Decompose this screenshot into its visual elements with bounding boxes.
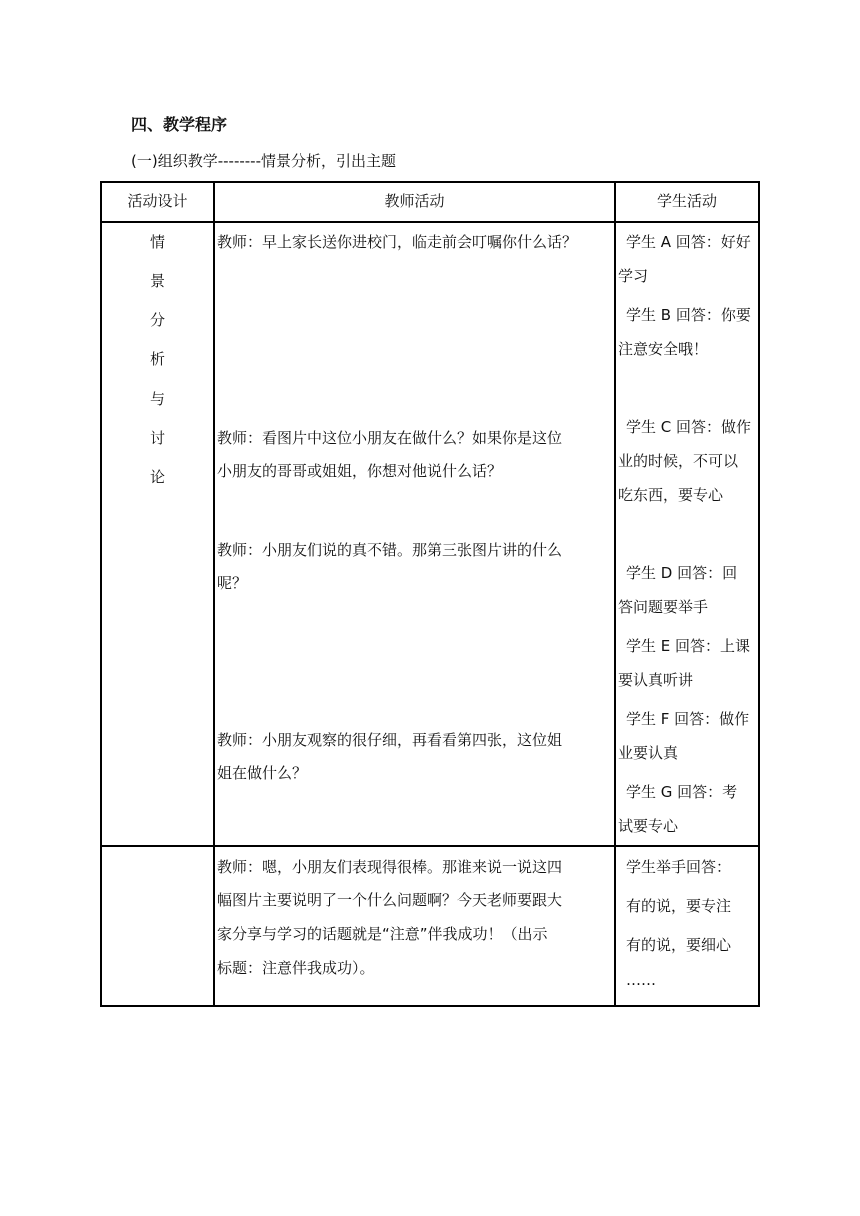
teacher-line: 教师：小朋友观察的很仔细，再看看第四张，这位姐: [217, 731, 563, 749]
teacher-line: 教师：看图片中这位小朋友在做什么？如果你是这位: [217, 429, 563, 447]
table-column-divider-2: [614, 181, 616, 1007]
student-line: 学生举手回答：: [626, 858, 732, 876]
header-student-activity: 学生活动: [656, 192, 717, 210]
table-border-bottom: [100, 1005, 760, 1007]
student-line: 有的说，要专注: [626, 897, 732, 915]
header-teacher-activity: 教师活动: [384, 192, 445, 210]
activity-char: 论: [150, 468, 166, 486]
teacher-line: 教师：嗯，小朋友们表现得很棒。那谁来说一说这四: [217, 858, 563, 876]
teacher-line: 幅图片主要说明了一个什么问题啊？今天老师要跟大: [217, 891, 563, 909]
student-line: 学生 F 回答：做作: [626, 710, 750, 728]
student-line: 有的说，要细心: [626, 936, 732, 954]
student-line: 学生 D 回答：回: [626, 564, 738, 582]
student-line: 答问题要举手: [618, 598, 709, 616]
student-line: 学生 A 回答：好好: [626, 233, 751, 251]
teacher-line: 教师：小朋友们说的真不错。那第三张图片讲的什么: [217, 541, 563, 559]
student-line: 业的时候，不可以: [618, 452, 739, 470]
student-line: 吃东西，要专心: [618, 486, 724, 504]
section-title: 四、教学程序: [131, 115, 228, 134]
student-line: 业要认真: [618, 744, 679, 762]
activity-char: 析: [150, 350, 166, 368]
subsection-title: (一)组织教学--------情景分析，引出主题: [131, 152, 397, 170]
student-line: 学生 C 回答：做作: [626, 418, 752, 436]
student-line: ……: [626, 971, 656, 989]
table-header-divider: [100, 221, 760, 223]
table-border-top: [100, 181, 760, 183]
activity-char: 与: [150, 390, 166, 408]
teacher-line: 小朋友的哥哥或姐姐，你想对他说什么话？: [217, 462, 503, 480]
table-border-left: [100, 181, 102, 1007]
student-line: 学生 B 回答：你要: [626, 306, 751, 324]
student-line: 学生 E 回答：上课: [626, 637, 751, 655]
student-line: 注意安全哦！: [618, 340, 709, 358]
student-line: 要认真听讲: [618, 671, 694, 689]
teacher-line: 标题：注意伴我成功）。: [217, 959, 375, 977]
teacher-line: 呢？: [217, 574, 248, 592]
teacher-line: 家分享与学习的话题就是“注意”伴我成功！（出示: [217, 925, 548, 943]
student-line: 学生 G 回答：考: [626, 783, 738, 801]
table-column-divider-1: [213, 181, 215, 1007]
teacher-line: 教师：早上家长送你进校门，临走前会叮嘱你什么话？: [217, 233, 578, 251]
teacher-line: 姐在做什么？: [217, 764, 308, 782]
activity-char: 分: [150, 311, 166, 329]
activity-char: 情: [150, 233, 166, 251]
student-line: 学习: [618, 267, 649, 285]
student-line: 试要专心: [618, 817, 679, 835]
activity-char: 讨: [150, 429, 166, 447]
table-border-right: [758, 181, 760, 1007]
table-row-divider: [100, 845, 760, 847]
header-activity-design: 活动设计: [127, 192, 188, 210]
activity-char: 景: [150, 272, 166, 290]
